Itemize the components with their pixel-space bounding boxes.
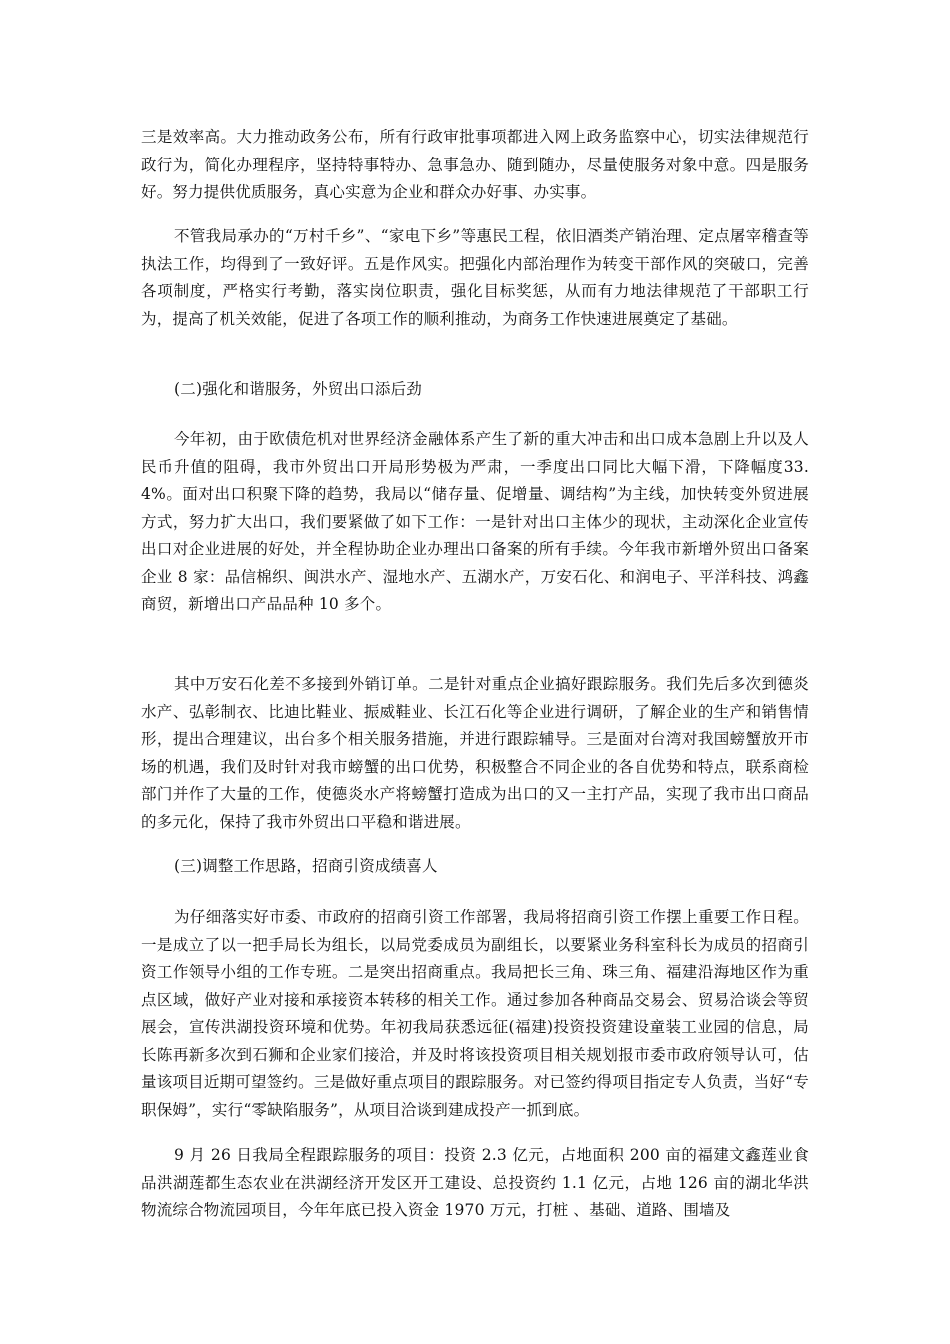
paragraph-efficiency: 三是效率高。大力推动政务公布，所有行政审批事项都进入网上政务监察中心，切实法律规范行政行为，简化办理程序，坚持特事特办、急事急办、随到随办，尽量使服务对象中意。四是服务好。努力提供优质服务，真心实意为企业和群众办好事、办实事。 (141, 128, 809, 201)
paragraph-investment: 为仔细落实好市委、市政府的招商引资工作部署，我局将招商引资工作摆上重要工作日程。一是成立了以一把手局长为组长，以局党委成员为副组长，以要紧业务科室科长为成员的招商引资工作领导小组的工作专班。二是突出招商重点。我局把长三角、珠三角、福建沿海地区作为重点区域，做好产业对接和承接资本转移的相关工作。通过参加各种商品交易会、贸易洽谈会等贸展会，宣传洪湖投资环境和优势。年初我局获悉远征(福建)投资投资建设童装工业园的信息，局长陈再新多次到石狮和企业家们接洽，并及时将该投资项目相关规划报市委市政府领导认可，估量该项目近期可望签约。三是做好重点项目的跟踪服务。对已签约得项目指定专人负责，当好“专职保姆”，实行“零缺陷服务”，从项目洽谈到建成投产一抓到底。 (141, 908, 809, 1119)
paragraph-key-enterprises: 其中万安石化差不多接到外销订单。二是针对重点企业搞好跟踪服务。我们先后多次到德炎水产、弘彰制衣、比迪比鞋业、振威鞋业、长江石化等企业进行调研，了解企业的生产和销售情形，提出合理建议，出台多个相关服务措施，并进行跟踪辅导。三是面对台湾对我国螃蟹放开市场的机遇，我们及时针对我市螃蟹的出口优势，积极整合不同企业的各自优势和特点，联系商检部门并作了大量的工作，使德炎水产将螃蟹打造成为出口的又一主打产品，实现了我市出口商品的多元化，保持了我市外贸出口平稳和谐进展。 (141, 675, 809, 831)
paragraph-export-situation: 今年初，由于欧债危机对世界经济金融体系产生了新的重大冲击和出口成本急剧上升以及人民币升值的阻碍，我市外贸出口开局形势极为严肃，一季度出口同比大幅下滑，下降幅度33.4%。面对出口积聚下降的趋势，我局以“储存量、促增量、调结构”为主线，加快转变外贸进展方式，努力扩大出口，我们要紧做了如下工作：一是针对出口主体少的现状，主动深化企业宣传出口对企业进展的好处，并全程协助企业办理出口备案的所有手续。今年我市新增外贸出口备案企业 8 家：品信棉织、闽洪水产、湿地水产、五湖水产，万安石化、和润电子、平洋科技、鸿鑫商贸，新增出口产品品种 10 多个。 (141, 430, 809, 613)
section-heading-3: (三)调整工作思路，招商引资成绩喜人 (174, 857, 438, 875)
section-heading-2: (二)强化和谐服务，外贸出口添后劲 (174, 380, 422, 398)
paragraph-project-tracking: 9 月 26 日我局全程跟踪服务的项目：投资 2.3 亿元，占地面积 200 亩的福建文鑫莲业食品洪湖莲都生态农业在洪湖经济开发区开工建设、总投资约 1.1 亿元，占地 126 亩的湖北华洪物流综合物流园项目，今年年底已投入资金 1970 万元，打桩 、基础、道路、围墙及 (141, 1146, 809, 1219)
paragraph-projects-style: 不管我局承办的“万村千乡”、“家电下乡”等惠民工程，依旧酒类产销治理、定点屠宰稽查等执法工作，均得到了一致好评。五是作风实。把强化内部治理作为转变干部作风的突破口，完善各项制度，严格实行考勤，落实岗位职责，强化目标奖惩，从而有力地法律规范了干部职工行为，提高了机关效能，促进了各项工作的顺利推动，为商务工作快速进展奠定了基础。 (141, 227, 809, 328)
